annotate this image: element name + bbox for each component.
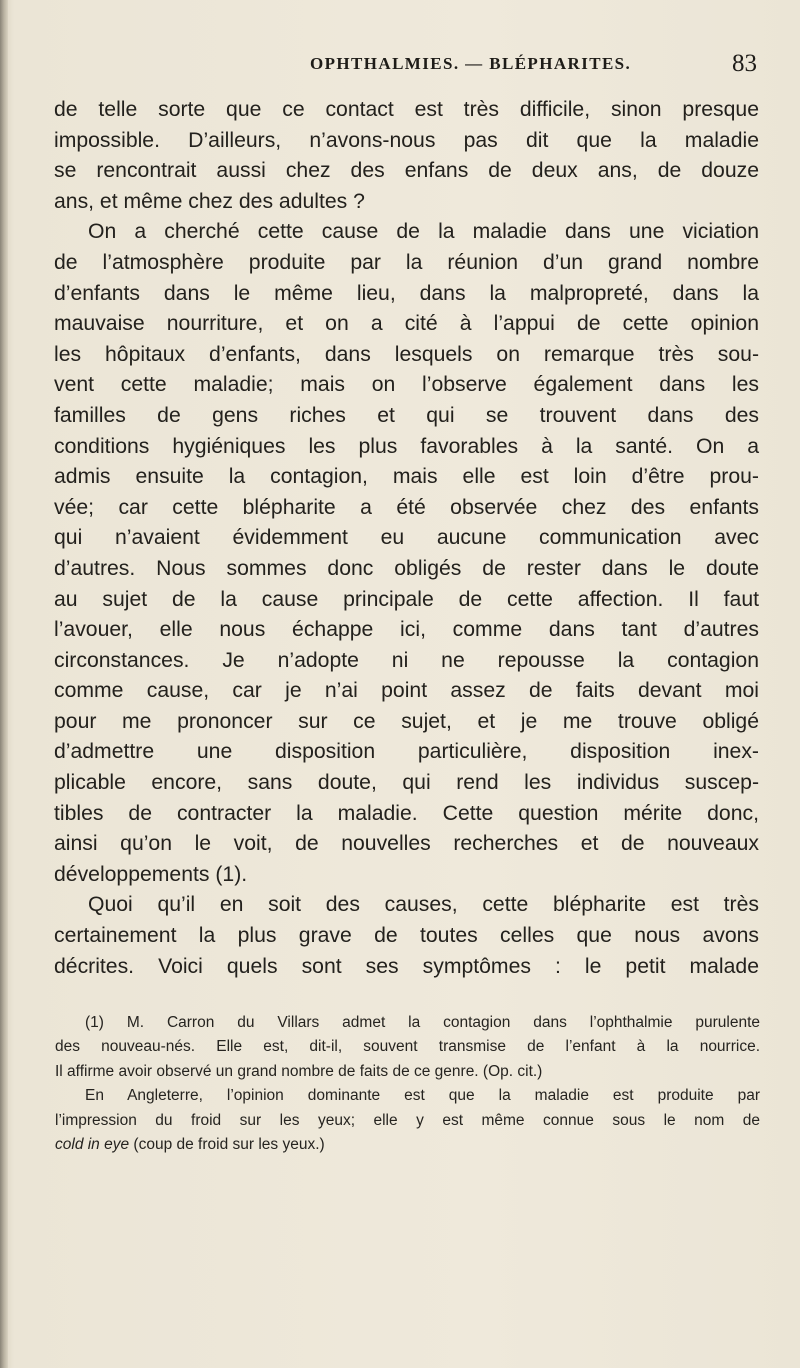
text-line: tibles de contracter la maladie. Cette question mérite donc, — [54, 801, 759, 825]
text-line: conditions hygiéniques les plus favorables à la santé. On a — [54, 434, 759, 458]
text-line: circonstances. Je n’adopte ni ne repousse la contagion — [54, 648, 759, 672]
text-line: ainsi qu’on le voit, de nouvelles recherches et de nouveaux — [54, 832, 759, 856]
running-title: OPHTHALMIES. — BLÉPHARITES. — [310, 54, 632, 73]
text-line: plicable encore, sans doute, qui rend les individus suscep- — [54, 771, 759, 795]
text-line: qui n’avaient évidemment eu aucune communication avec — [54, 526, 759, 550]
text-line: On a cherché cette cause de la maladie dans une viciation — [88, 220, 759, 244]
text-line: se rencontrait aussi chez des enfans de deux ans, de douze — [54, 159, 759, 183]
page-header — [310, 50, 785, 84]
text-line: vent cette maladie; mais on l’observe également dans les — [54, 373, 759, 397]
footnote-line: des nouveau-nés. Elle est, dit-il, souvent transmise de l’enfant à la nourrice. — [55, 1038, 760, 1056]
footnote-line: Il affirme avoir observé un grand nombre de faits de ce genre. (Op. cit.) — [55, 1062, 543, 1080]
text-line: décrites. Voici quels sont ses symptômes : le petit malade — [54, 954, 759, 978]
text-line: admis ensuite la contagion, mais elle est loin d’être prou- — [54, 465, 759, 489]
text-line: mauvaise nourriture, et on a cité à l’appui de cette opinion — [54, 312, 759, 336]
footnote-line: l’impression du froid sur les yeux; elle y est même connue sous le nom de — [55, 1111, 760, 1129]
text-line: développements (1). — [54, 862, 248, 886]
text-line: certainement la plus grave de toutes celles que nous avons — [54, 924, 759, 948]
text-line: familles de gens riches et qui se trouvent dans des — [54, 403, 759, 427]
text-line: vée; car cette blépharite a été observée chez des enfants — [54, 495, 759, 519]
footnote-tail: (coup de froid sur les yeux.) — [129, 1135, 325, 1153]
footnotes — [55, 1011, 760, 1157]
text-line: d’enfants dans le même lieu, dans la malpropreté, dans la — [54, 281, 759, 305]
text-line: impossible. D’ailleurs, n’avons-nous pas dit que la maladie — [54, 128, 759, 152]
text-line: pour me prononcer sur ce sujet, et je me trouve obligé — [54, 709, 759, 733]
text-line: Quoi qu’il en soit des causes, cette blépharite est très — [88, 893, 759, 917]
text-line: d’admettre une disposition particulière, disposition inex- — [54, 740, 759, 764]
footnote-line: En Angleterre, l’opinion dominante est que la maladie est produite par — [85, 1087, 760, 1105]
footnote-line-final — [55, 1133, 760, 1157]
text-line: les hôpitaux d’enfants, dans lesquels on remarque très sou- — [54, 342, 759, 366]
text-line: au sujet de la cause principale de cette affection. Il faut — [54, 587, 759, 611]
text-line: de l’atmosphère produite par la réunion d’un grand nombre — [54, 250, 759, 274]
page-number: 83 — [732, 50, 757, 77]
text-line: comme cause, car je n’ai point assez de faits devant moi — [54, 679, 759, 703]
footnote-italic-phrase: cold in eye — [55, 1135, 130, 1153]
text-line: ans, et même chez des adultes ? — [54, 189, 365, 213]
footnote-line: (1) M. Carron du Villars admet la contagion dans l’ophthalmie purulente — [85, 1014, 760, 1031]
body-text — [54, 95, 759, 982]
text-line: l’avouer, elle nous échappe ici, comme dans tant d’autres — [54, 618, 759, 642]
page-gutter-shadow — [0, 0, 8, 1368]
text-line: d’autres. Nous sommes donc obligés de rester dans le doute — [54, 556, 759, 580]
text-line: de telle sorte que ce contact est très difficile, sinon presque — [54, 98, 759, 121]
